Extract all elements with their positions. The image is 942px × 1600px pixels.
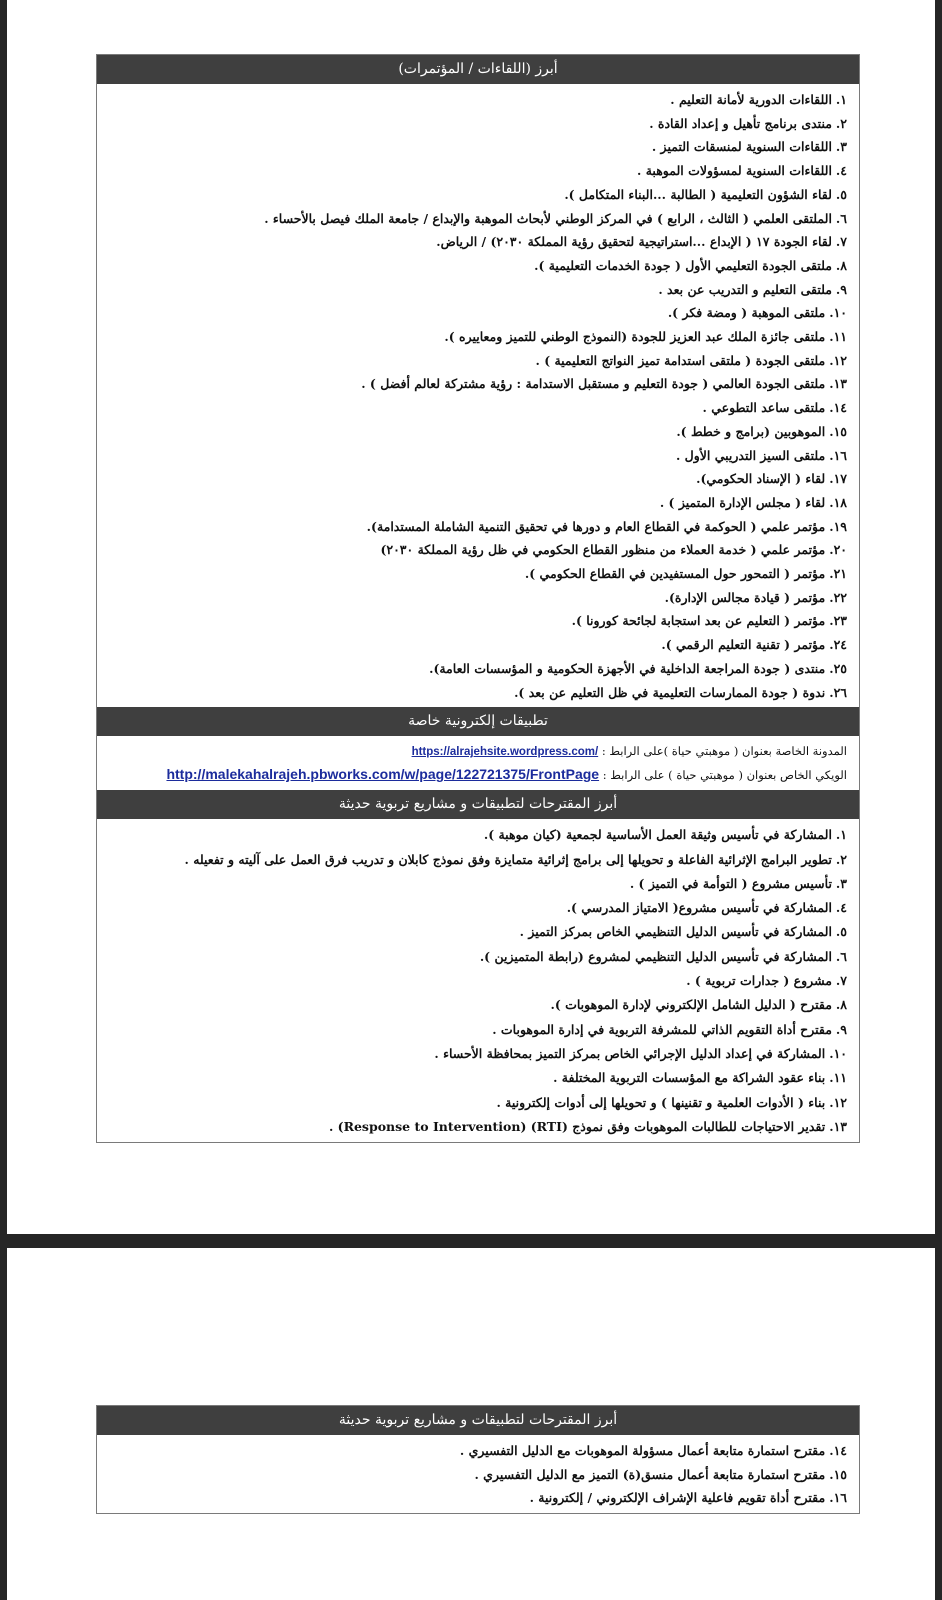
item-number: ١٥.: [829, 1466, 847, 1482]
list-item: [105, 396, 847, 420]
document-page-1: [7, 0, 935, 1234]
list-item: [105, 420, 847, 444]
wiki-link[interactable]: http://malekahalrajeh.pbworks.com/w/page/122721375/FrontPage: [166, 766, 600, 783]
list-item: [105, 1439, 847, 1463]
item-text: مقترح أداة تقويم فاعلية الإشراف الإلكتروني / إلكترونية .: [529, 1490, 826, 1506]
item-number: ١٠.: [829, 305, 847, 321]
item-text: مؤتمر ( قيادة مجالس الإدارة).: [664, 589, 826, 605]
item-text: الموهوبين (برامج و خطط ).: [676, 423, 826, 439]
item-number: ٢٢.: [829, 589, 847, 605]
proposals-section-title: أبرز المقترحات لتطبيقات و مشاريع تربوية حديثة: [97, 790, 859, 819]
item-text: مقترح ( الدليل الشامل الإلكتروني لإدارة الموهوبات ).: [550, 997, 832, 1013]
wiki-label: الويكي الخاص بعنوان ( موهبتي حياة ) على الرابط :: [602, 768, 847, 783]
blog-label: المدونة الخاصة بعنوان ( موهبتي حياة )على الرابط :: [601, 744, 847, 759]
item-text: مؤتمر ( التمحور حول المستفيدين في القطاع الحكومي ).: [524, 566, 826, 582]
item-text: مؤتمر ( التعليم عن بعد استجابة لجائحة كورونا ).: [571, 613, 826, 629]
proposals-continued-list: [97, 1435, 859, 1513]
list-item: [105, 1018, 847, 1042]
item-text: لقاء الشؤون التعليمية ( الطالبة ...البناء المتكامل ).: [564, 186, 832, 202]
item-text: لقاء الجودة ١٧ ( الإبداع ...استراتيجية لتحقيق رؤية المملكة ٢٠٣٠) / الرياض.: [436, 234, 832, 250]
item-number: ١٦.: [829, 447, 847, 463]
item-number: ٦.: [835, 948, 847, 964]
item-text: اللقاءات السنوية لمسؤولات الموهبة .: [637, 163, 832, 179]
item-text: ملتقى الجودة ( ملتقى استدامة تميز النواتج التعليمية ) .: [535, 352, 826, 368]
list-item: [105, 681, 847, 705]
proposals-continued-section: [96, 1405, 860, 1514]
item-text: المشاركة في تأسيس الدليل التنظيمي لمشروع (رابطة المتميزين ).: [479, 948, 832, 964]
item-text: تقدير الاحتياجات للطالبات الموهوبات وفق نموذج (RTI) (Response to Intervention) .: [328, 1118, 826, 1134]
list-item: [105, 1486, 847, 1510]
list-item: [105, 467, 847, 491]
blog-link[interactable]: https://alrajehsite.wordpress.com/: [411, 746, 599, 759]
item-number: ١١.: [829, 329, 847, 345]
item-text: المشاركة في إعداد الدليل الإجرائي الخاص بمركز التميز بمحافظة الأحساء .: [434, 1045, 826, 1061]
item-number: ٧.: [835, 234, 847, 250]
item-text: ندوة ( جودة الممارسات التعليمية في ظل التعليم عن بعد ).: [514, 684, 826, 700]
list-item: [105, 538, 847, 562]
proposals-continued-title: أبرز المقترحات لتطبيقات و مشاريع تربوية حديثة: [97, 1406, 859, 1435]
list-item: [105, 1066, 847, 1090]
meetings-list: [97, 84, 859, 707]
list-item: [105, 112, 847, 136]
list-item: [105, 633, 847, 657]
list-item: [105, 491, 847, 515]
item-number: ٩.: [835, 281, 847, 297]
item-number: ١٩.: [829, 518, 847, 534]
item-text: بناء ( الأدوات العلمية و تقنينها ) و تحويلها إلى أدوات إلكترونية .: [496, 1094, 826, 1110]
item-text: المشاركة في تأسيس مشروع( الامتياز المدرسي ).: [566, 900, 832, 916]
item-text: ملتقى الموهبة ( ومضة فكر ).: [667, 305, 826, 321]
item-number: ١٣.: [829, 1118, 847, 1134]
list-item: [105, 872, 847, 896]
item-text: بناء عقود الشراكة مع المؤسسات التربوية المختلفة .: [553, 1070, 826, 1086]
item-number: ٣.: [835, 139, 847, 155]
item-text: المشاركة في تأسيس الدليل التنظيمي الخاص بمركز التميز .: [519, 924, 832, 940]
electronic-apps-list: [97, 736, 859, 790]
list-item: [105, 230, 847, 254]
item-number: ٢.: [835, 851, 847, 867]
item-text: المشاركة في تأسيس وثيقة العمل الأساسية لجمعية (كيان موهبة ).: [483, 827, 832, 843]
list-item: [105, 562, 847, 586]
wiki-row: [105, 763, 847, 786]
item-number: ٦.: [835, 210, 847, 226]
list-item: [105, 278, 847, 302]
item-text: مقترح استمارة متابعة أعمال منسق(ة) التميز مع الدليل التفسيري .: [474, 1466, 826, 1482]
meetings-conferences-section: [96, 54, 860, 1143]
list-item: [105, 657, 847, 681]
item-number: ١٦.: [829, 1490, 847, 1506]
item-text: لقاء ( الإسناد الحكومي).: [696, 471, 826, 487]
item-number: ١١.: [829, 1070, 847, 1086]
list-item: [105, 444, 847, 468]
document-page-2: [7, 1248, 935, 1600]
item-number: ٨.: [835, 997, 847, 1013]
list-item: [105, 254, 847, 278]
list-item: [105, 372, 847, 396]
item-text: مؤتمر ( تقنية التعليم الرقمي ).: [661, 637, 826, 653]
item-number: ٢.: [835, 115, 847, 131]
list-item: [105, 301, 847, 325]
item-number: ٢١.: [829, 566, 847, 582]
item-text: مؤتمر علمي ( خدمة العملاء من منظور القطاع الحكومي في ظل رؤية المملكة ٢٠٣٠): [380, 542, 826, 558]
list-item: [105, 135, 847, 159]
list-item: [105, 1042, 847, 1066]
list-item: [105, 159, 847, 183]
item-number: ١٣.: [829, 376, 847, 392]
item-number: ١٤.: [829, 400, 847, 416]
list-item: [105, 349, 847, 373]
list-item: [105, 88, 847, 112]
item-text: ملتقى الجودة التعليمي الأول ( جودة الخدمات التعليمية ).: [534, 257, 832, 273]
list-item: [105, 1115, 847, 1139]
item-text: اللقاءات السنوية لمنسقات التميز .: [651, 139, 832, 155]
list-item: [105, 920, 847, 944]
item-text: ملتقى السيز التدريبي الأول .: [675, 447, 826, 463]
list-item: [105, 1091, 847, 1115]
item-number: ١٢.: [829, 352, 847, 368]
item-text: اللقاءات الدورية لأمانة التعليم .: [670, 92, 832, 107]
list-item: [105, 609, 847, 633]
item-number: ١٠.: [829, 1045, 847, 1061]
meetings-section-title: أبرز (اللقاءات / المؤتمرات): [97, 55, 859, 84]
item-text: مقترح استمارة متابعة أعمال مسؤولة الموهوبات مع الدليل التفسيري .: [459, 1443, 826, 1458]
item-text: تأسيس مشروع ( التوأمة في التميز ) .: [629, 875, 832, 891]
item-number: ٢٥.: [829, 660, 847, 676]
item-number: ٢٠.: [829, 542, 847, 558]
item-text: تطوير البرامج الإثرائية الفاعلة و تحويلها إلى برامج إثرائية متمايزة وفق نموذج كابلان و تدريب فرق العمل على آليته و تفعيله .: [184, 851, 832, 867]
item-number: ٤.: [835, 163, 847, 179]
list-item: [105, 823, 847, 847]
list-item: [105, 969, 847, 993]
item-text: مشروع ( جدارات تربوية ) .: [686, 973, 832, 989]
list-item: [105, 325, 847, 349]
list-item: [105, 993, 847, 1017]
item-number: ٢٦.: [829, 684, 847, 700]
item-text: ملتقى ساعد التطوعي .: [702, 400, 826, 416]
list-item: [105, 586, 847, 610]
item-number: ٣.: [835, 875, 847, 891]
list-item: [105, 207, 847, 231]
item-text: ملتقى التعليم و التدريب عن بعد .: [658, 281, 832, 297]
item-text: مقترح أداة التقويم الذاتي للمشرفة التربوية في إدارة الموهوبات .: [492, 1021, 832, 1037]
item-number: ١٢.: [829, 1094, 847, 1110]
item-number: ١٥.: [829, 423, 847, 439]
item-number: ٥.: [835, 924, 847, 940]
item-text: منتدى ( جودة المراجعة الداخلية في الأجهزة الحكومية و المؤسسات العامة).: [429, 660, 826, 676]
item-text: الملتقى العلمي ( الثالث ، الرابع ) في المركز الوطني لأبحاث الموهبة والإبداع / جامعة الملك فيصل بالأحساء .: [264, 210, 832, 226]
item-number: ٤.: [835, 900, 847, 916]
item-number: ١٨.: [829, 494, 847, 510]
list-item: [105, 896, 847, 920]
item-text: لقاء ( مجلس الإدارة المتميز ) .: [659, 494, 826, 510]
list-item: [105, 945, 847, 969]
electronic-apps-title: تطبيقات إلكترونية خاصة: [97, 707, 859, 736]
item-number: ٥.: [835, 186, 847, 202]
item-number: ١٤.: [829, 1443, 847, 1458]
list-item: [105, 183, 847, 207]
item-text: مؤتمر علمي ( الحوكمة في القطاع العام و دورها في تحقيق التنمية الشاملة المستدامة).: [366, 518, 826, 534]
item-text: منتدى برنامج تأهيل و إعداد القادة .: [649, 115, 832, 131]
item-number: ٩.: [835, 1021, 847, 1037]
item-number: ١.: [835, 827, 847, 843]
item-number: ١٧.: [829, 471, 847, 487]
item-text: ملتقى جائزة الملك عبد العزيز للجودة (النموذج الوطني للتميز ومعاييره ).: [444, 329, 826, 345]
item-number: ٨.: [835, 257, 847, 273]
item-number: ٢٣.: [829, 613, 847, 629]
item-number: ١.: [835, 92, 847, 107]
blog-row: [105, 740, 847, 763]
list-item: [105, 1463, 847, 1487]
list-item: [105, 848, 847, 872]
item-number: ٢٤.: [829, 637, 847, 653]
item-number: ٧.: [835, 973, 847, 989]
proposals-list: [97, 819, 859, 1142]
list-item: [105, 515, 847, 539]
item-text: ملتقى الجودة العالمي ( جودة التعليم و مستقبل الاستدامة : رؤية مشتركة لعالم أفضل ) .: [361, 376, 826, 392]
